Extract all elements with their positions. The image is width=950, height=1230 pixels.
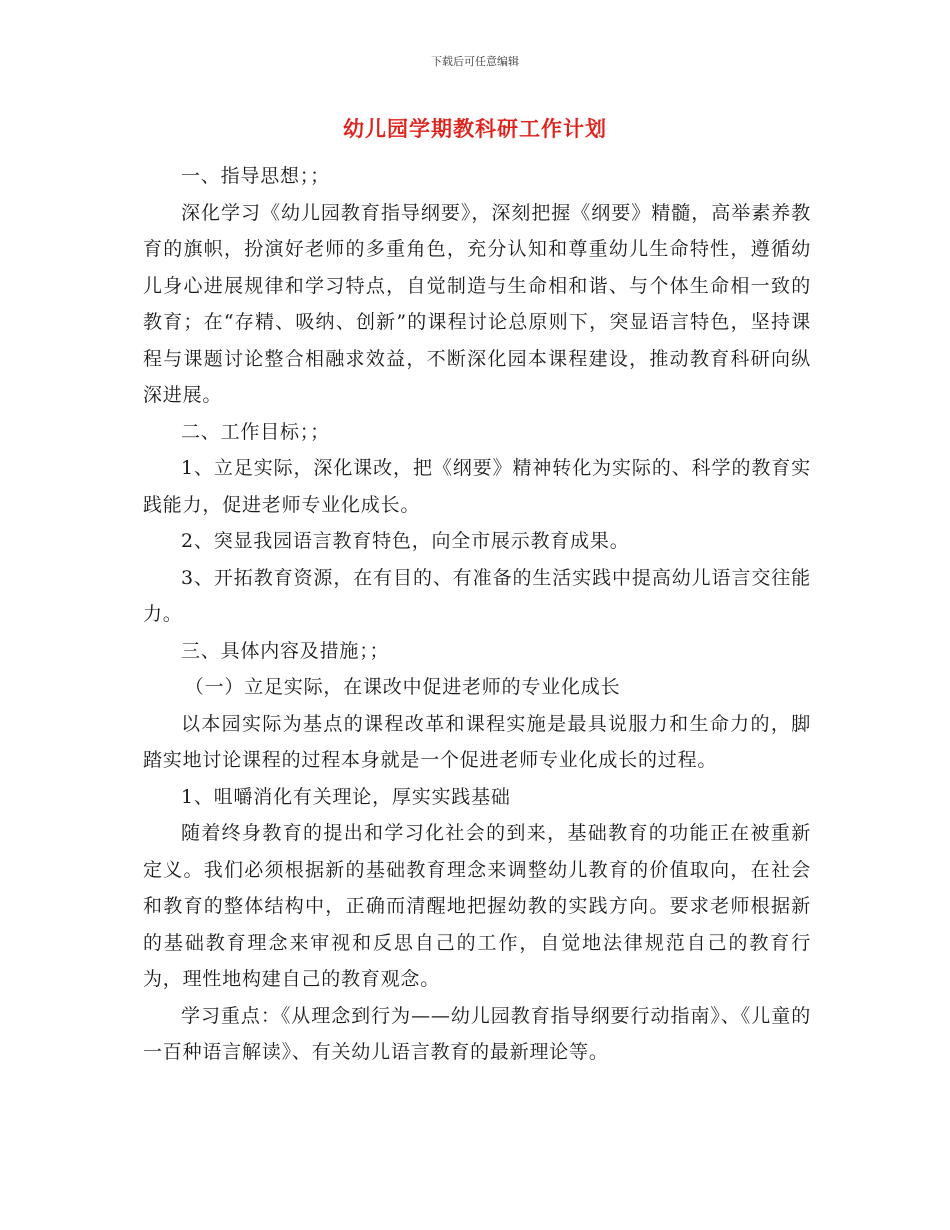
paragraph: 2、突显我园语言教育特色，向全市展示教育成果。 [181, 530, 630, 552]
document-title: 幼儿园学期教科研工作计划 [343, 117, 607, 141]
section-heading-guiding-thought: 一、指导思想；； [181, 165, 330, 187]
document-body [143, 158, 811, 1071]
section-heading-work-goals: 二、工作目标；； [181, 420, 330, 443]
paragraph: 学习重点：《从理念到行为——幼儿园教育指导纲要行动指南》、《儿童的一百种语言解读》、有关幼儿语言教育的最新理论等。 [143, 1004, 811, 1063]
paragraph: 以本园实际为基点的课程改革和课程实施是最具说服力和生命力的，脚踏实地讨论课程的过程本身就是一个促进老师专业化成长的过程。 [143, 712, 811, 771]
subsection-heading: （一）立足实际，在课改中促进老师的专业化成长 [184, 676, 621, 698]
page-header-note: 下载后可任意编辑 [431, 55, 519, 68]
paragraph: 1、立足实际，深化课改，把《纲要》精神转化为实际的、科学的教育实践能力，促进老师专业化成长。 [143, 457, 811, 516]
paragraph: 深化学习《幼儿园教育指导纲要》，深刻把握《纲要》精髓，高举素养教育的旗帜，扮演好老师的多重角色，充分认知和尊重幼儿生命特性，遵循幼儿身心进展规律和学习特点，自觉制造与生命相和谐、与个体生命相一致的教育；在“存精、吸纳、创新”的课程讨论总原则下，突显语言特色，坚持课程与课题讨论整合相融求效益，不断深化园本课程建设，推动教育科研向纵深进展。 [143, 201, 811, 406]
paragraph: 3、开拓教育资源，在有目的、有准备的生活实践中提高幼儿语言交往能力。 [143, 566, 811, 625]
paragraph: 随着终身教育的提出和学习化社会的到来，基础教育的功能正在被重新定义。我们必须根据新的基础教育理念来调整幼儿教育的价值取向，在社会和教育的整体结构中，正确而清醒地把握幼教的实践方向。要求老师根据新的基础教育理念来审视和反思自己的工作，自觉地法律规范自己的教育行为，理性地构建自己的教育观念。 [143, 822, 811, 990]
subsection-heading: 1、咀嚼消化有关理论，厚实实践基础 [181, 785, 511, 808]
section-heading-content-measures: 三、具体内容及措施；； [181, 639, 390, 662]
